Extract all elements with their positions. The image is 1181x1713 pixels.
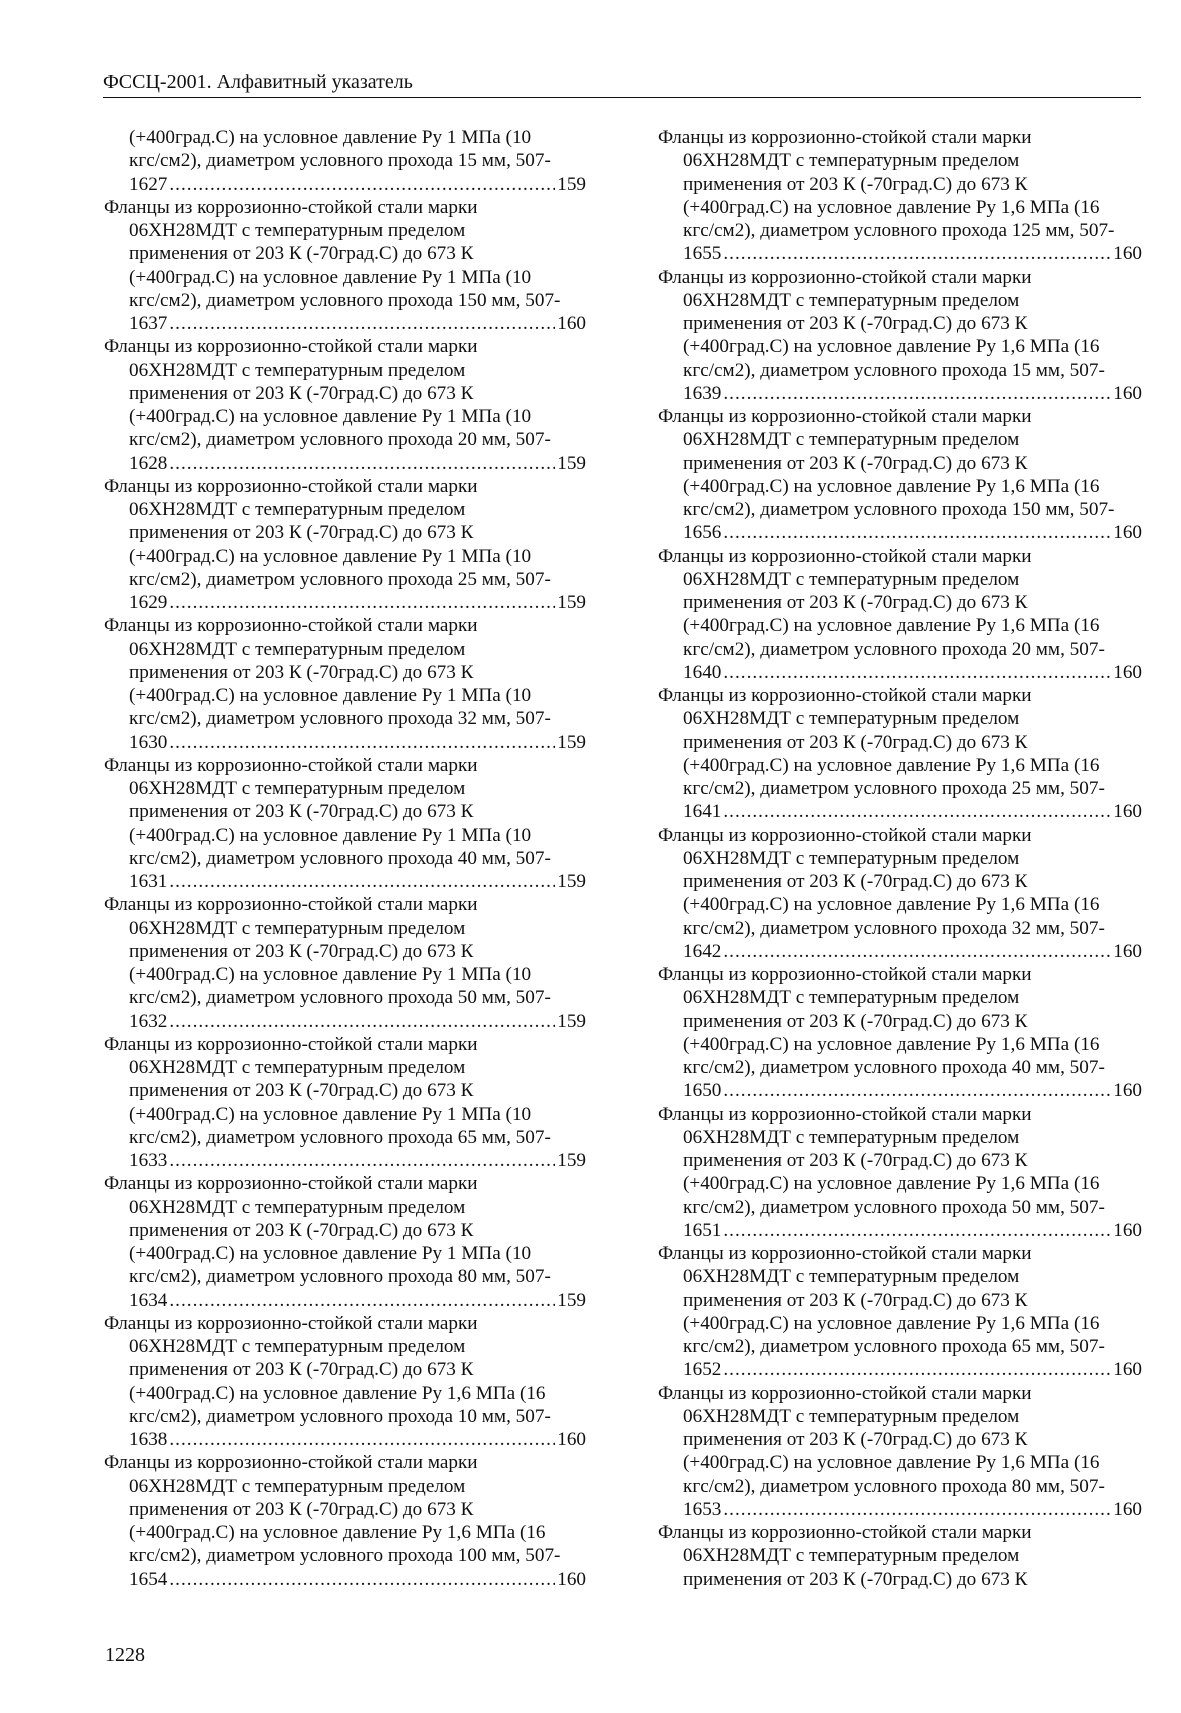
entry-text-line: применения от 203 К (-70град.С) до 673 К (129, 382, 474, 404)
entry-text-line: (+400град.С) на условное давление Py 1,6 МПа (16 (683, 475, 1100, 497)
entry-text-line: применения от 203 К (-70град.С) до 673 К (683, 1568, 1028, 1590)
index-entry (104, 335, 586, 475)
index-entry (104, 893, 586, 1033)
entry-code: 1638 (129, 1429, 168, 1450)
entry-text-line: 06ХН28МДТ с температурным пределом (683, 1405, 1020, 1427)
entry-text-line: применения от 203 К (-70град.С) до 673 К (683, 1150, 1028, 1171)
entry-text-line: (+400град.С) на условное давление Py 1 МПа (10 (129, 685, 532, 706)
entry-code: 1642 (683, 940, 722, 962)
index-entry (104, 196, 586, 336)
entry-leader-line (658, 1079, 1142, 1102)
entry-text-line: применения от 203 К (-70град.С) до 673 К (129, 940, 474, 962)
entry-text-line: применения от 203 К (-70град.С) до 673 К (683, 731, 1028, 753)
entry-title-line: Фланцы из коррозионно-стойкой стали марки (104, 1312, 478, 1334)
entry-page-ref: 160 (1113, 661, 1142, 683)
entry-text-line: применения от 203 К (-70град.С) до 673 К (129, 522, 474, 544)
dot-leader (169, 312, 555, 335)
entry-text-line: применения от 203 К (-70град.С) до 673 К (129, 801, 474, 823)
entry-leader-line (104, 1428, 586, 1451)
dot-leader (169, 1289, 555, 1312)
entry-page-ref: 160 (557, 313, 586, 334)
entry-page-ref: 159 (557, 1289, 586, 1311)
entry-text-line: кгс/см2), диаметром условного прохода 80 мм, 507- (129, 1266, 551, 1288)
entry-text-line: кгс/см2), диаметром условного прохода 20 мм, 507- (683, 638, 1105, 660)
entry-text-line: 06ХН28МДТ с температурным пределом (129, 638, 466, 660)
entry-text-line: применения от 203 К (-70град.С) до 673 К (683, 313, 1028, 334)
entry-text-line: (+400град.С) на условное давление Py 1,6 МПа (16 (683, 1452, 1100, 1474)
entry-title-line: Фланцы из коррозионно-стойкой стали марки (104, 894, 478, 916)
entry-code: 1653 (683, 1498, 722, 1520)
page-number: 1228 (105, 1644, 145, 1666)
entry-title-line: Фланцы из коррозионно-стойкой стали марки (104, 1173, 478, 1195)
dot-leader (723, 1079, 1111, 1102)
entry-page-ref: 159 (557, 731, 586, 753)
entry-text-line: кгс/см2), диаметром условного прохода 32 мм, 507- (129, 708, 551, 730)
entry-text-line: (+400град.С) на условное давление Py 1,6 МПа (16 (129, 1522, 546, 1543)
entry-code: 1654 (129, 1568, 168, 1590)
entry-text-line: применения от 203 К (-70град.С) до 673 К (129, 1359, 474, 1381)
index-entry (658, 1521, 1142, 1591)
entry-code: 1652 (683, 1359, 722, 1381)
entry-text-line: кгс/см2), диаметром условного прохода 65 мм, 507- (683, 1336, 1105, 1357)
index-entry (104, 1033, 586, 1173)
index-entry (104, 614, 586, 754)
entry-leader-line (104, 1289, 586, 1312)
entry-title-line: Фланцы из коррозионно-стойкой стали марки (658, 1522, 1032, 1543)
index-entry (104, 754, 586, 894)
index-entry (104, 475, 586, 615)
entry-title-line: Фланцы из коррозионно-стойкой стали марки (104, 615, 478, 637)
entry-text-line: кгс/см2), диаметром условного прохода 20 мм, 507- (129, 429, 551, 451)
index-entry (104, 126, 586, 196)
entry-title-line: Фланцы из коррозионно-стойкой стали марки (104, 475, 478, 497)
entry-code: 1656 (683, 522, 722, 544)
dot-leader (723, 661, 1111, 684)
entry-title-line: Фланцы из коррозионно-стойкой стали марки (658, 685, 1032, 706)
index-entry (658, 266, 1142, 406)
entry-page-ref: 159 (557, 1010, 586, 1032)
entry-page-ref: 160 (1113, 940, 1142, 962)
entry-text-line: (+400град.С) на условное давление Py 1 МПа (10 (129, 545, 532, 567)
entry-text-line: 06ХН28МДТ с температурным пределом (129, 1057, 466, 1078)
entry-text-line: кгс/см2), диаметром условного прохода 25 мм, 507- (683, 778, 1105, 799)
entry-title-line: Фланцы из коррозионно-стойкой стали марки (658, 1382, 1032, 1404)
entry-text-line: 06ХН28МДТ с температурным пределом (129, 1196, 466, 1218)
entry-text-line: 06ХН28МДТ с температурным пределом (683, 1545, 1020, 1567)
entry-page-ref: 160 (1113, 801, 1142, 823)
entry-text-line: (+400град.С) на условное давление Py 1,6 МПа (16 (683, 1033, 1100, 1055)
entry-title-line: Фланцы из коррозионно-стойкой стали марки (104, 1452, 478, 1474)
entry-code: 1627 (129, 173, 168, 195)
entry-text-line: 06ХН28МДТ с температурным пределом (129, 359, 466, 381)
entry-leader-line (104, 173, 586, 196)
entry-text-line: (+400град.С) на условное давление Py 1 МПа (10 (129, 406, 532, 427)
entry-text-line: кгс/см2), диаметром условного прохода 15 мм, 507- (129, 150, 551, 172)
index-column-left (104, 126, 586, 1591)
entry-text-line: применения от 203 К (-70град.С) до 673 К (683, 1289, 1028, 1311)
entry-page-ref: 160 (557, 1568, 586, 1590)
entry-text-line: применения от 203 К (-70град.С) до 673 К (683, 871, 1028, 892)
entry-text-line: (+400град.С) на условное давление Py 1 МПа (10 (129, 824, 532, 846)
entry-leader-line (658, 1358, 1142, 1381)
running-header: ФССЦ-2001. Алфавитный указатель (103, 71, 413, 93)
entry-text-line: 06ХН28МДТ с температурным пределом (683, 1266, 1020, 1288)
entry-leader-line (658, 521, 1142, 544)
entry-leader-line (658, 940, 1142, 963)
dot-leader (169, 591, 555, 614)
entry-text-line: применения от 203 К (-70град.С) до 673 К (683, 452, 1028, 474)
entry-text-line: кгс/см2), диаметром условного прохода 10 мм, 507- (129, 1405, 551, 1427)
entry-text-line: (+400град.С) на условное давление Py 1,6 МПа (16 (683, 894, 1100, 916)
entry-page-ref: 160 (1113, 1359, 1142, 1381)
entry-text-line: кгс/см2), диаметром условного прохода 80 мм, 507- (683, 1475, 1105, 1497)
entry-leader-line (104, 312, 586, 335)
entry-title-line: Фланцы из коррозионно-стойкой стали марки (658, 545, 1032, 567)
entry-code: 1637 (129, 313, 168, 334)
entry-code: 1650 (683, 1080, 722, 1102)
dot-leader (169, 870, 555, 893)
entry-text-line: (+400град.С) на условное давление Py 1 МПа (10 (129, 127, 532, 148)
entry-text-line: кгс/см2), диаметром условного прохода 150 мм, 507- (129, 289, 561, 311)
entry-leader-line (658, 242, 1142, 265)
index-entry (104, 1172, 586, 1312)
entry-page-ref: 159 (557, 871, 586, 892)
entry-text-line: 06ХН28МДТ с температурным пределом (129, 1336, 466, 1357)
entry-text-line: применения от 203 К (-70град.С) до 673 К (129, 1080, 474, 1102)
entry-code: 1634 (129, 1289, 168, 1311)
entry-page-ref: 160 (1113, 522, 1142, 544)
entry-code: 1629 (129, 592, 168, 613)
entry-title-line: Фланцы из коррозионно-стойкой стали марки (104, 336, 478, 358)
dot-leader (169, 452, 555, 475)
entry-text-line: (+400град.С) на условное давление Py 1 МПа (10 (129, 266, 532, 288)
entry-title-line: Фланцы из коррозионно-стойкой стали марки (104, 196, 478, 218)
entry-leader-line (104, 452, 586, 475)
entry-text-line: кгс/см2), диаметром условного прохода 15 мм, 507- (683, 359, 1105, 381)
index-entry (658, 684, 1142, 824)
entry-page-ref: 160 (1113, 1080, 1142, 1102)
entry-text-line: 06ХН28МДТ с температурным пределом (129, 499, 466, 520)
entry-text-line: 06ХН28МДТ с температурным пределом (683, 847, 1020, 869)
dot-leader (169, 731, 555, 754)
entry-title-line: Фланцы из коррозионно-стойкой стали марки (658, 824, 1032, 846)
entry-page-ref: 160 (1113, 382, 1142, 404)
entry-leader-line (104, 731, 586, 754)
entry-leader-line (104, 1010, 586, 1033)
entry-text-line: (+400град.С) на условное давление Py 1 МПа (10 (129, 1243, 532, 1264)
entry-text-line: кгс/см2), диаметром условного прохода 50 мм, 507- (129, 987, 551, 1009)
entry-code: 1655 (683, 243, 722, 265)
entry-title-line: Фланцы из коррозионно-стойкой стали марки (658, 266, 1032, 288)
header-rule (103, 97, 1141, 98)
entry-text-line: (+400град.С) на условное давление Py 1,6 МПа (16 (129, 1382, 546, 1404)
entry-page-ref: 160 (1113, 243, 1142, 265)
index-entry (658, 126, 1142, 266)
entry-code: 1641 (683, 801, 722, 823)
index-entry (658, 405, 1142, 545)
entry-text-line: (+400град.С) на условное давление Py 1 МПа (10 (129, 1103, 532, 1125)
entry-text-line: 06ХН28МДТ с температурным пределом (683, 150, 1020, 172)
dot-leader (169, 173, 555, 196)
entry-text-line: кгс/см2), диаметром условного прохода 40 мм, 507- (129, 847, 551, 869)
entry-code: 1632 (129, 1010, 168, 1032)
entry-text-line: 06ХН28МДТ с температурным пределом (129, 917, 466, 939)
entry-text-line: применения от 203 К (-70град.С) до 673 К (129, 1498, 474, 1520)
entry-code: 1633 (129, 1150, 168, 1171)
dot-leader (723, 242, 1111, 265)
dot-leader (169, 1428, 555, 1451)
entry-text-line: (+400град.С) на условное давление Py 1,6 МПа (16 (683, 336, 1100, 358)
index-entry (104, 1312, 586, 1452)
entry-code: 1631 (129, 871, 168, 892)
entry-title-line: Фланцы из коррозионно-стойкой стали марки (658, 964, 1032, 985)
entry-text-line: кгс/см2), диаметром условного прохода 40 мм, 507- (683, 1057, 1105, 1078)
entry-text-line: (+400град.С) на условное давление Py 1,6 МПа (16 (683, 615, 1100, 637)
entry-leader-line (104, 870, 586, 893)
entry-text-line: (+400град.С) на условное давление Py 1,6 МПа (16 (683, 196, 1100, 218)
entry-leader-line (658, 382, 1142, 405)
entry-text-line: (+400град.С) на условное давление Py 1,6 МПа (16 (683, 1173, 1100, 1195)
entry-text-line: (+400град.С) на условное давление Py 1,6 МПа (16 (683, 1312, 1100, 1334)
entry-title-line: Фланцы из коррозионно-стойкой стали марки (658, 1243, 1032, 1264)
entry-code: 1639 (683, 382, 722, 404)
entry-page-ref: 159 (557, 592, 586, 613)
dot-leader (723, 1498, 1111, 1521)
entry-page-ref: 159 (557, 173, 586, 195)
dot-leader (169, 1149, 555, 1172)
entry-text-line: кгс/см2), диаметром условного прохода 100 мм, 507- (129, 1545, 561, 1567)
entry-text-line: 06ХН28МДТ с температурным пределом (683, 987, 1020, 1009)
entry-text-line: 06ХН28МДТ с температурным пределом (129, 778, 466, 799)
entry-title-line: Фланцы из коррозионно-стойкой стали марки (104, 754, 478, 776)
entry-text-line: применения от 203 К (-70град.С) до 673 К (683, 1429, 1028, 1450)
entry-leader-line (104, 1568, 586, 1591)
entry-text-line: 06ХН28МДТ с температурным пределом (129, 220, 466, 241)
dot-leader (723, 940, 1111, 963)
dot-leader (723, 521, 1111, 544)
entry-text-line: (+400град.С) на условное давление Py 1,6 МПа (16 (683, 754, 1100, 776)
index-entry (658, 1382, 1142, 1522)
dot-leader (169, 1010, 555, 1033)
entry-text-line: 06ХН28МДТ с температурным пределом (683, 708, 1020, 730)
dot-leader (169, 1568, 555, 1591)
entry-text-line: 06ХН28МДТ с температурным пределом (683, 289, 1020, 311)
entry-code: 1628 (129, 452, 168, 474)
index-column-right (658, 126, 1142, 1591)
entry-title-line: Фланцы из коррозионно-стойкой стали марки (658, 1103, 1032, 1125)
dot-leader (723, 1358, 1111, 1381)
index-entry (104, 1451, 586, 1591)
entry-text-line: (+400град.С) на условное давление Py 1 МПа (10 (129, 964, 532, 985)
entry-page-ref: 160 (1113, 1219, 1142, 1241)
entry-leader-line (658, 1219, 1142, 1242)
entry-text-line: применения от 203 К (-70град.С) до 673 К (129, 243, 474, 265)
entry-text-line: кгс/см2), диаметром условного прохода 32 мм, 507- (683, 917, 1105, 939)
entry-leader-line (658, 661, 1142, 684)
entry-text-line: 06ХН28МДТ с температурным пределом (683, 429, 1020, 451)
entry-title-line: Фланцы из коррозионно-стойкой стали марки (658, 406, 1032, 427)
entry-text-line: 06ХН28МДТ с температурным пределом (683, 1126, 1020, 1148)
entry-text-line: применения от 203 К (-70град.С) до 673 К (683, 173, 1028, 195)
index-entry (658, 545, 1142, 685)
entry-page-ref: 159 (557, 1150, 586, 1171)
dot-leader (723, 800, 1111, 823)
entry-page-ref: 159 (557, 452, 586, 474)
entry-page-ref: 160 (557, 1429, 586, 1450)
entry-text-line: кгс/см2), диаметром условного прохода 65 мм, 507- (129, 1126, 551, 1148)
index-entry (658, 1103, 1142, 1243)
entry-text-line: применения от 203 К (-70град.С) до 673 К (683, 1010, 1028, 1032)
entry-leader-line (658, 1498, 1142, 1521)
entry-text-line: применения от 203 К (-70град.С) до 673 К (683, 592, 1028, 613)
entry-text-line: кгс/см2), диаметром условного прохода 150 мм, 507- (683, 499, 1115, 520)
entry-title-line: Фланцы из коррозионно-стойкой стали марки (104, 1033, 478, 1055)
entry-code: 1640 (683, 661, 722, 683)
entry-text-line: кгс/см2), диаметром условного прохода 50 мм, 507- (683, 1196, 1105, 1218)
entry-code: 1651 (683, 1219, 722, 1241)
entry-code: 1630 (129, 731, 168, 753)
entry-leader-line (104, 591, 586, 614)
entry-page-ref: 160 (1113, 1498, 1142, 1520)
index-entry (658, 963, 1142, 1103)
entry-leader-line (104, 1149, 586, 1172)
entry-text-line: кгс/см2), диаметром условного прохода 25 мм, 507- (129, 568, 551, 590)
index-entry (658, 1242, 1142, 1382)
entry-text-line: применения от 203 К (-70град.С) до 673 К (129, 1219, 474, 1241)
entry-text-line: 06ХН28МДТ с температурным пределом (683, 568, 1020, 590)
index-entry (658, 824, 1142, 964)
entry-leader-line (658, 800, 1142, 823)
entry-title-line: Фланцы из коррозионно-стойкой стали марки (658, 127, 1032, 148)
dot-leader (723, 1219, 1111, 1242)
entry-text-line: кгс/см2), диаметром условного прохода 125 мм, 507- (683, 220, 1115, 241)
entry-text-line: 06ХН28МДТ с температурным пределом (129, 1475, 466, 1497)
dot-leader (723, 382, 1111, 405)
entry-text-line: применения от 203 К (-70град.С) до 673 К (129, 661, 474, 683)
